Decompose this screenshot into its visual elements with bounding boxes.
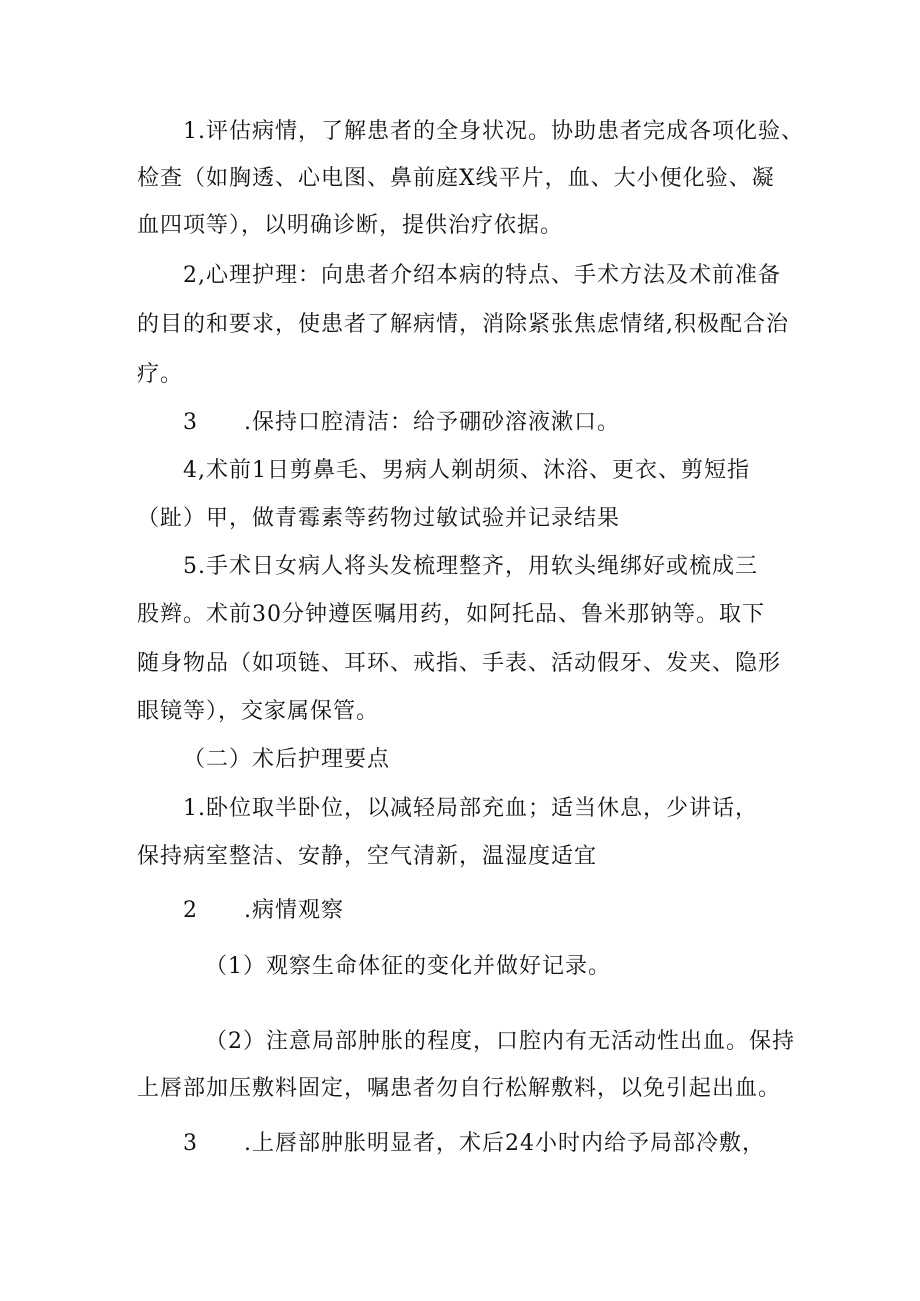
- postop-1-line-2: 保持病室整洁、安静，空气清新，温湿度适宜: [137, 844, 598, 869]
- para-2-line-2: 的目的和要求，使患者了解病情，消除紧张焦虑情绪,积极配合治: [137, 312, 789, 337]
- para-5-line-4: 眼镜等），交家属保管。: [137, 699, 380, 724]
- para-5-line-1: 5.手术日女病人将头发梳理整齐，用软头绳绑好或梳成三: [183, 554, 758, 579]
- para-4-line-1: 4,术前1日剪鼻毛、男病人剃胡须、沐浴、更衣、剪短指: [183, 458, 750, 483]
- para-1-line-3: 血四项等），以明确诊断，提供治疗依据。: [137, 213, 564, 238]
- postop-2-sub-1: （1）观察生命体征的变化并做好记录。: [205, 954, 611, 979]
- para-1-line-2: 检查（如胸透、心电图、鼻前庭X线平片，血、大小便化验、凝: [137, 166, 775, 191]
- para-5-line-3: 随身物品（如项链、耳环、戒指、手表、活动假牙、发夹、隐形: [137, 651, 782, 676]
- postop-2-line-1: 2 .病情观察: [183, 898, 344, 923]
- postop-2-sub-2-line-2: 上唇部加压敷料固定，嘱患者勿自行松解敷料，以免引起出血。: [137, 1076, 782, 1101]
- para-1-line-1: 1.评估病情，了解患者的全身状况。协助患者完成各项化验、: [183, 119, 804, 144]
- para-3-line-1: 3 .保持口腔清洁：给予硼砂溶液漱口。: [183, 410, 620, 435]
- postop-3-line-1: 3 .上唇部肿胀明显者，术后24小时内给予局部冷敷，: [183, 1131, 765, 1156]
- postop-1-line-1: 1.卧位取半卧位，以减轻局部充血；适当休息，少讲话，: [183, 796, 758, 821]
- para-4-line-2: （趾）甲，做青霉素等药物过敏试验并记录结果: [137, 506, 621, 531]
- para-2-line-3: 疗。: [137, 362, 184, 387]
- section-heading-postop: （二）术后护理要点: [183, 747, 391, 772]
- para-2-line-1: 2,心理护理：向患者介绍本病的特点、手术方法及术前准备: [183, 263, 781, 288]
- para-5-line-2: 股辫。术前30分钟遵医嘱用药，如阿托品、鲁米那钠等。取下: [137, 602, 765, 627]
- postop-2-sub-2-line-1: （2）注意局部肿胀的程度，口腔内有无活动性出血。保持: [205, 1029, 795, 1054]
